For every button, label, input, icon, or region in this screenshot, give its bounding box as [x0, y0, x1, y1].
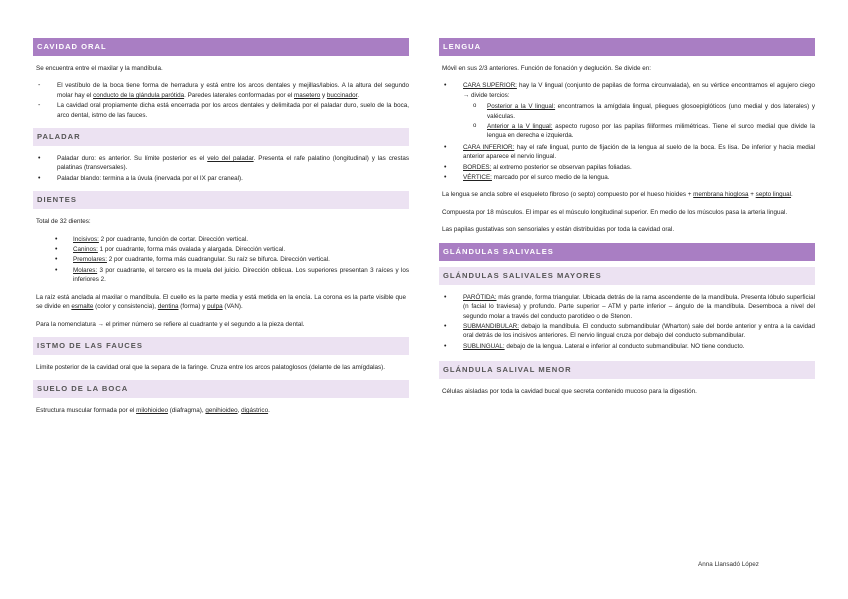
list-item: • BORDES: al extremo posterior se observan papilas foliadas. — [439, 163, 815, 172]
list-item: • Caninos: 1 por cuadrante, forma más ovalada y alargada. Dirección vertical. — [33, 245, 409, 254]
suelo-text: Estructura muscular formada por el milohioideo (diafragma), genihioideo, digástrico. — [36, 407, 270, 415]
lengua-sublist — [463, 102, 815, 141]
dientes-intro: Total de 32 dientes: — [36, 218, 91, 226]
list-item: • Molares: 3 por cuadrante, el tercero es la muela del juicio. Dirección oblicua. Los superiores presentan 3 raíces y los inferiores 2. — [33, 266, 409, 285]
left-column — [33, 38, 409, 424]
dientes-paragraph: La raíz está anclada al maxilar o mandíbula. El cuello es la parte media y está metida en la encía. La corona es la parte visible que se divide en esmalte (color y consistencia), dentina (forma) y pulpa (VAN). — [36, 293, 406, 311]
list-item: • Premolares: 2 por cuadrante, forma más cuadrangular. Su raíz se bifurca. Dirección vertical. — [33, 255, 409, 264]
list-item: - El vestíbulo de la boca tiene forma de herradura y está entre los arcos dentales y mejillas/labios. A la altura del segundo molar hay el conducto de la glándula parótida. Paredes laterales conformadas por el masetero y buccinador. — [33, 81, 409, 100]
section-header-cavidad-oral: CAVIDAD ORAL — [33, 38, 409, 56]
list-item: • PARÓTIDA: más grande, forma triangular. Ubicada detrás de la rama ascendente de la mandíbula. Presenta lóbulo superficial (n facial lo traviesa) y profundo. Parte superior – ATM y parte inferior – ángulo de la mandíbula. Desemboca a nivel del segundo molar a través del conducto parotídeo o de Stenon. — [439, 293, 815, 321]
list-item: • Paladar duro: es anterior. Su límite posterior es el velo del paladar. Presenta el rafe palatino (longitudinal) y las crestas palatinas (transversales). — [33, 154, 409, 173]
lengua-paragraph-1: La lengua se ancla sobre el esqueleto fibroso (o septo) compuesto por el hueso hioides + membrana hioglosa + septo lingual. — [442, 191, 793, 199]
section-header-paladar: PALADAR — [33, 128, 409, 146]
list-item: - La cavidad oral propiamente dicha está encerrada por los arcos dentales y delimitada por el paladar duro, suelo de la boca, arco dental, istmo de las fauces. — [33, 101, 409, 120]
cavidad-oral-list — [33, 81, 409, 120]
section-header-dientes: DIENTES — [33, 191, 409, 209]
section-header-lengua: LENGUA — [439, 38, 815, 56]
list-item: • VÉRTICE: marcado por el surco medio de la lengua. — [439, 173, 815, 182]
list-item: • SUBMANDIBULAR: debajo la mandíbula. El conducto submandibular (Wharton) sale del borde anterior y entra a la cavidad oral detrás de los incisivos anteriores. El nervio lingual cruza por debajo del conducto submandibular. — [439, 322, 815, 341]
section-header-glandulas: GLÁNDULAS SALIVALES — [439, 243, 815, 261]
list-item: o Anterior a la V lingual: aspecto rugoso por las papilas filiformes milimétricas. Tiene el surco medial que divide la lengua en derecha e izquierda. — [463, 122, 815, 141]
glandula-menor-text: Células aisladas por toda la cavidad bucal que secreta contenido mucoso para la digestión. — [442, 388, 697, 396]
author-signature: Anna Llansadó López — [698, 561, 759, 568]
section-header-suelo: SUELO DE LA BOCA — [33, 380, 409, 398]
paladar-list — [33, 154, 409, 183]
cavidad-oral-intro: Se encuentra entre el maxilar y la mandíbula. — [36, 65, 163, 72]
section-header-glandula-menor: GLÁNDULA SALIVAL MENOR — [439, 361, 815, 379]
list-item: o Posterior a la V lingual: encontramos la amígdala lingual, pliegues glosoepiglóticos (uno medial y dos laterales) y valéculas. — [463, 102, 815, 121]
section-header-istmo: ISTMO DE LAS FAUCES — [33, 337, 409, 355]
section-header-glandulas-mayores: GLÁNDULAS SALIVALES MAYORES — [439, 267, 815, 285]
list-item: • CARA SUPERIOR: hay la V lingual (conjunto de papilas de forma circunvalada), en su vértice encontramos el agujero ciego → divide tercios: o Posterior a la V lingual: encontramos la amígdala lingual, pliegues glosoepiglóticos (uno medial y dos laterales) y valéculas. o Anterior a la V lingual: aspecto rugoso por las papilas filiformes milimétricas. Tiene el surco medial que divide la lengua en derecha e izquierda. — [439, 81, 815, 140]
list-item: • CARA INFERIOR: hay el rafe lingual, punto de fijación de la lengua al suelo de la boca. Es lisa. De inferior y hacia medial anterior aparece el nervio lingual. — [439, 143, 815, 162]
istmo-text: Límite posterior de la cavidad oral que la separa de la faringe. Cruza entre los arcos palatoglosos (delante de las amígdalas). — [36, 363, 385, 371]
list-item: • Incisivos: 2 por cuadrante, función de cortar. Dirección vertical. — [33, 235, 409, 244]
list-item: • Paladar blando: termina a la úvula (inervada por el IX par craneal). — [33, 174, 409, 183]
glandulas-list — [439, 293, 815, 351]
dientes-list — [33, 235, 409, 285]
right-column — [439, 38, 815, 405]
lengua-paragraph-3: Las papilas gustativas son sensoriales y están distribuidas por toda la cavidad oral. — [442, 226, 675, 234]
lengua-intro: Móvil en sus 2/3 anteriores. Función de fonación y deglución. Se divide en: — [442, 65, 651, 72]
dientes-nomenclature: Para la nomenclatura → el primer número se refiere al cuadrante y el segundo a la pieza dental. — [36, 320, 305, 328]
list-item: • SUBLINGUAL: debajo de la lengua. Lateral e inferior al conducto submandibular. NO tiene conducto. — [439, 342, 815, 351]
lengua-paragraph-2: Compuesta por 18 músculos. El impar es el músculo longitudinal superior. En medio de los músculos pasa la arteria lingual. — [442, 208, 788, 216]
lengua-list — [439, 81, 815, 182]
